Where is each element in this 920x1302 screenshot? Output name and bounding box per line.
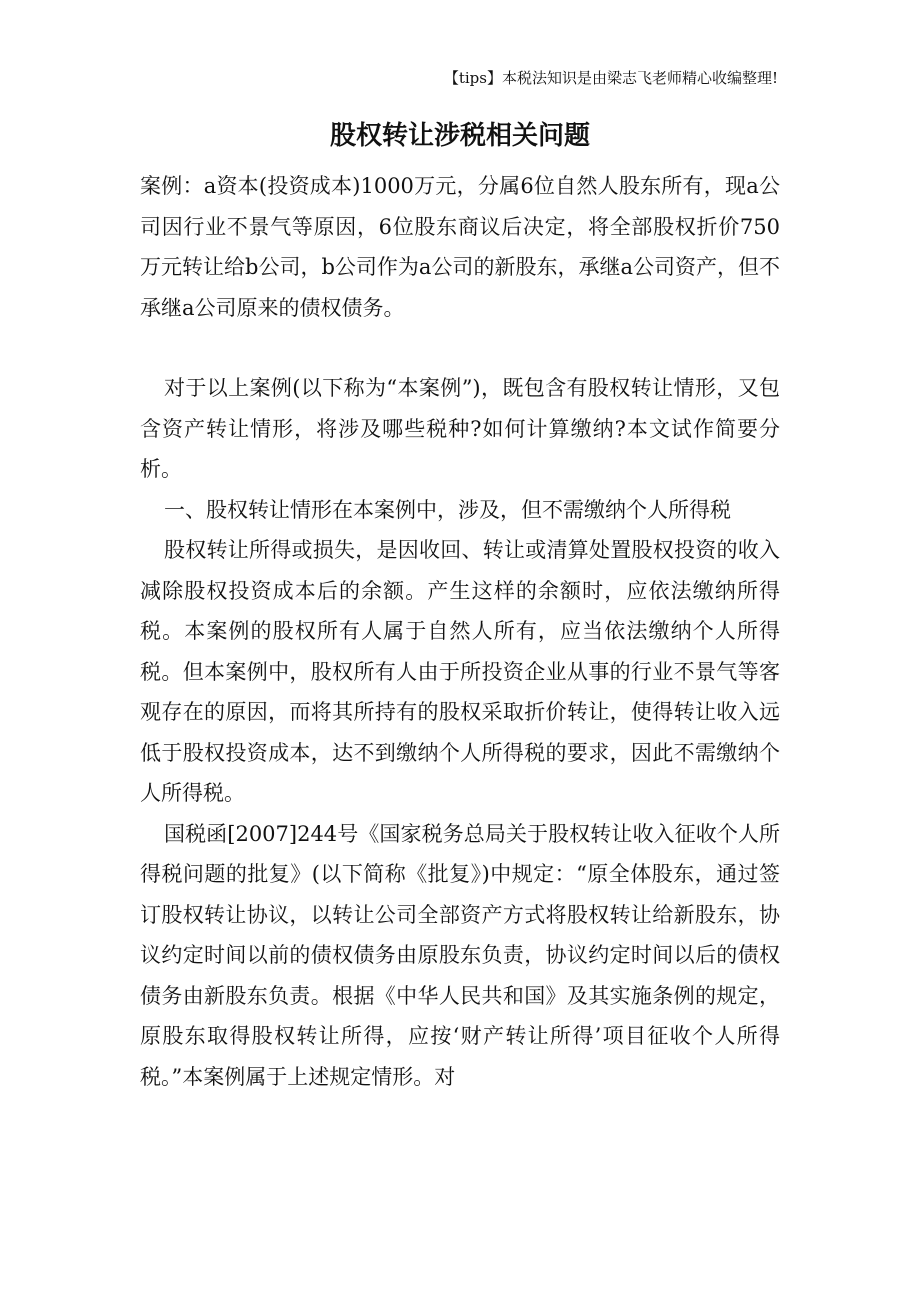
intro-paragraph: 对于以上案例(以下称为“本案例”)，既包含有股权转让情形，又包含资产转让情形，将涉及哪些税种?如何计算缴纳?本文试作简要分析。	[140, 376, 780, 481]
document-body	[140, 166, 780, 1097]
body-paragraph: 股权转让所得或损失，是因收回、转让或清算处置股权投资的收入减除股权投资成本后的余额。产生这样的余额时，应依法缴纳所得税。本案例的股权所有人属于自然人所有，应当依法缴纳个人所得税。但本案例中，股权所有人由于所投资企业从事的行业不景气等客观存在的原因，而将其所持有的股权采取折价转让，使得转让收入远低于股权投资成本，达不到缴纳个人所得税的要求，因此不需缴纳个人所得税。	[140, 538, 780, 805]
section-heading-1: 一、股权转让情形在本案例中，涉及，但不需缴纳个人所得税	[164, 497, 731, 522]
header-tip: 【tips】本税法知识是由梁志飞老师精心收编整理!	[443, 69, 778, 87]
case-paragraph: 案例：a资本(投资成本)1000万元，分属6位自然人股东所有，现a公司因行业不景气等原因，6位股东商议后决定，将全部股权折价750万元转让给b公司，b公司作为a公司的新股东，承继a公司资产，但不承继a公司原来的债权债务。	[140, 174, 780, 320]
document-title: 股权转让涉税相关问题	[329, 121, 590, 151]
paragraph-gap	[140, 328, 780, 368]
body-paragraph: 国税函[2007]244号《国家税务总局关于股权转让收入征收个人所得税问题的批复》(以下简称《批复》)中规定：“原全体股东，通过签订股权转让协议，以转让公司全部资产方式将股权转让给新股东，协议约定时间以前的债权债务由原股东负责，协议约定时间以后的债权债务由新股东负责。根据《中华人民共和国》及其实施条例的规定，原股东取得股权转让所得，应按‘财产转让所得’项目征收个人所得税。”本案例属于上述规定情形。对	[140, 821, 780, 1089]
